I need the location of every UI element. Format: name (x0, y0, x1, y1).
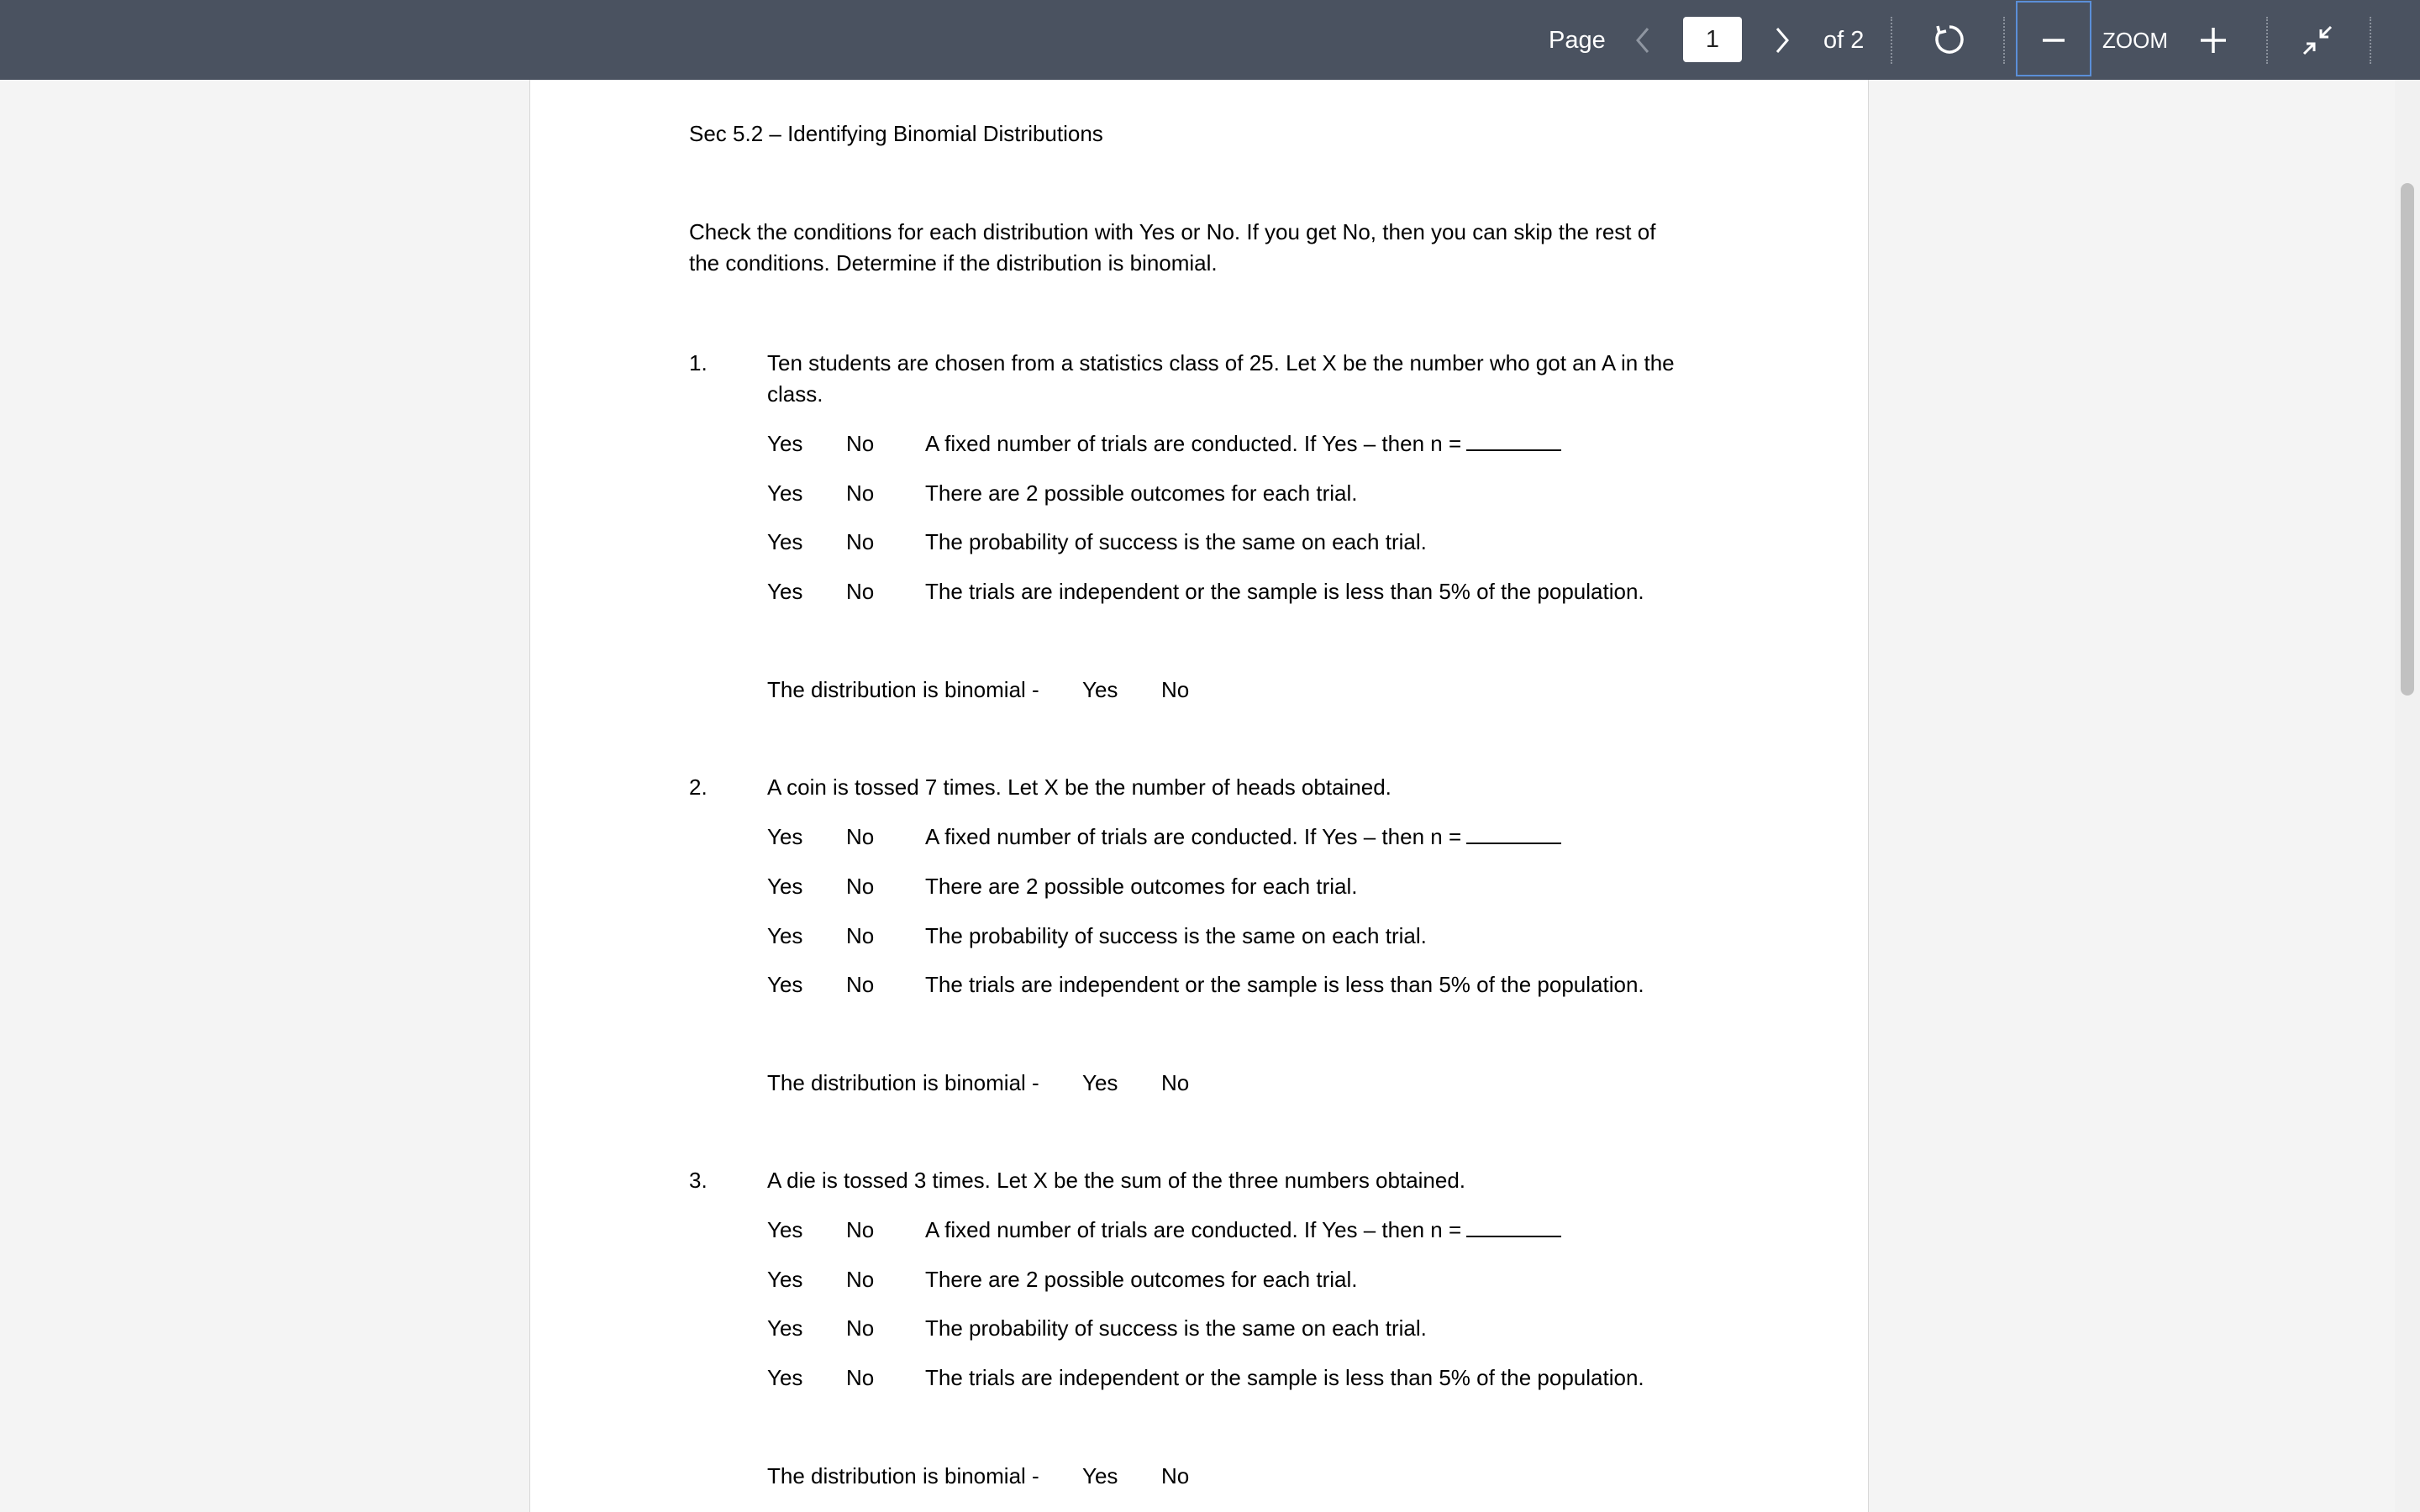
q1-c2-condition: There are 2 possible outcomes for each trial. (925, 480, 1358, 506)
instructions-line-2: the conditions. Determine if the distribution is binomial. (689, 250, 1218, 276)
q3-c4-no: No (846, 1365, 875, 1390)
q1-c4-yes: Yes (767, 579, 803, 604)
pdf-toolbar (0, 0, 2420, 80)
q2-c1-no: No (846, 824, 875, 849)
zoom-out-button[interactable] (2016, 1, 2091, 76)
page-number-input[interactable] (1683, 17, 1742, 62)
instructions-line-1: Check the conditions for each distribution with Yes or No. If you get No, then you can skip the rest of (689, 219, 1656, 244)
q3-c1-condition (925, 1217, 1561, 1243)
question-1-text-continued: class. (767, 381, 823, 407)
chevron-left-icon (1634, 27, 1651, 54)
chevron-right-icon (1774, 27, 1791, 54)
q2-c3-no: No (846, 923, 875, 948)
next-page-button[interactable] (1770, 22, 1795, 59)
q2-c1-yes: Yes (767, 824, 803, 849)
question-1-number: 1. (689, 350, 708, 375)
page-total: of 2 (1823, 26, 1865, 54)
question-2-text: A coin is tossed 7 times. Let X be the number of heads obtained. (767, 774, 1392, 800)
q3-c3-no: No (846, 1315, 875, 1341)
q2-binomial-yes: Yes (1082, 1070, 1118, 1095)
q2-c4-condition: The trials are independent or the sample is less than 5% of the population. (925, 972, 1644, 997)
scrollbar-thumb[interactable] (2401, 183, 2414, 696)
q3-c4-condition: The trials are independent or the sample is less than 5% of the population. (925, 1365, 1644, 1390)
q1-binomial-label: The distribution is binomial - (767, 677, 1039, 702)
q3-c1-yes: Yes (767, 1217, 803, 1242)
q2-binomial-label: The distribution is binomial - (767, 1070, 1039, 1095)
q3-c3-yes: Yes (767, 1315, 803, 1341)
q2-c2-yes: Yes (767, 874, 803, 899)
q3-binomial-label: The distribution is binomial - (767, 1463, 1039, 1488)
q1-c3-no: No (846, 529, 875, 554)
q1-binomial-yes: Yes (1082, 677, 1118, 702)
toolbar-divider (1891, 17, 1892, 64)
document-title: Sec 5.2 – Identifying Binomial Distributions (689, 121, 1103, 146)
q2-c4-no: No (846, 972, 875, 997)
q3-c4-yes: Yes (767, 1365, 803, 1390)
zoom-in-button[interactable] (2195, 22, 2232, 59)
q3-binomial-no: No (1161, 1463, 1190, 1488)
q3-c2-no: No (846, 1267, 875, 1292)
q2-c3-condition: The probability of success is the same on each trial. (925, 923, 1427, 948)
document-page (529, 80, 1869, 1512)
toolbar-divider (2370, 17, 2371, 64)
rotate-button[interactable] (1930, 20, 1969, 59)
q1-c1-yes: Yes (767, 431, 803, 456)
q3-c2-yes: Yes (767, 1267, 803, 1292)
q1-c4-condition: The trials are independent or the sample is less than 5% of the population. (925, 579, 1644, 604)
q2-c4-yes: Yes (767, 972, 803, 997)
condition-fixed-trials: A fixed number of trials are conducted. If Yes – then n = (925, 431, 1462, 456)
q1-binomial-no: No (1161, 677, 1190, 702)
toolbar-divider (2003, 17, 2005, 64)
zoom-label: ZOOM (2102, 27, 2168, 53)
q2-c2-condition: There are 2 possible outcomes for each trial. (925, 874, 1358, 899)
collapse-icon (2301, 24, 2334, 57)
minus-icon (2018, 3, 2090, 75)
previous-page-button[interactable] (1630, 22, 1655, 59)
plus-icon (2198, 25, 2228, 55)
condition-fixed-trials: A fixed number of trials are conducted. If Yes – then n = (925, 1217, 1462, 1242)
answer-blank (1466, 824, 1561, 844)
question-2-number: 2. (689, 774, 708, 800)
q3-c1-no: No (846, 1217, 875, 1242)
q1-c3-yes: Yes (767, 529, 803, 554)
rotate-icon (1933, 23, 1966, 56)
q3-binomial-yes: Yes (1082, 1463, 1118, 1488)
q2-c2-no: No (846, 874, 875, 899)
q2-c3-yes: Yes (767, 923, 803, 948)
question-1-text: Ten students are chosen from a statistics class of 25. Let X be the number who got an A in the (767, 350, 1675, 375)
q1-c1-condition (925, 431, 1561, 457)
toolbar-divider (2266, 17, 2268, 64)
question-3-number: 3. (689, 1168, 708, 1193)
q1-c2-no: No (846, 480, 875, 506)
q1-c4-no: No (846, 579, 875, 604)
q3-c2-condition: There are 2 possible outcomes for each trial. (925, 1267, 1358, 1292)
q1-c1-no: No (846, 431, 875, 456)
answer-blank (1466, 431, 1561, 451)
q2-c1-condition (925, 824, 1561, 850)
answer-blank (1466, 1217, 1561, 1237)
q1-c2-yes: Yes (767, 480, 803, 506)
q2-binomial-no: No (1161, 1070, 1190, 1095)
page-label: Page (1549, 26, 1606, 54)
q3-c3-condition: The probability of success is the same on each trial. (925, 1315, 1427, 1341)
condition-fixed-trials: A fixed number of trials are conducted. If Yes – then n = (925, 824, 1462, 849)
question-3-text: A die is tossed 3 times. Let X be the sum of the three numbers obtained. (767, 1168, 1466, 1193)
exit-fullscreen-button[interactable] (2299, 22, 2336, 59)
q1-c3-condition: The probability of success is the same on each trial. (925, 529, 1427, 554)
